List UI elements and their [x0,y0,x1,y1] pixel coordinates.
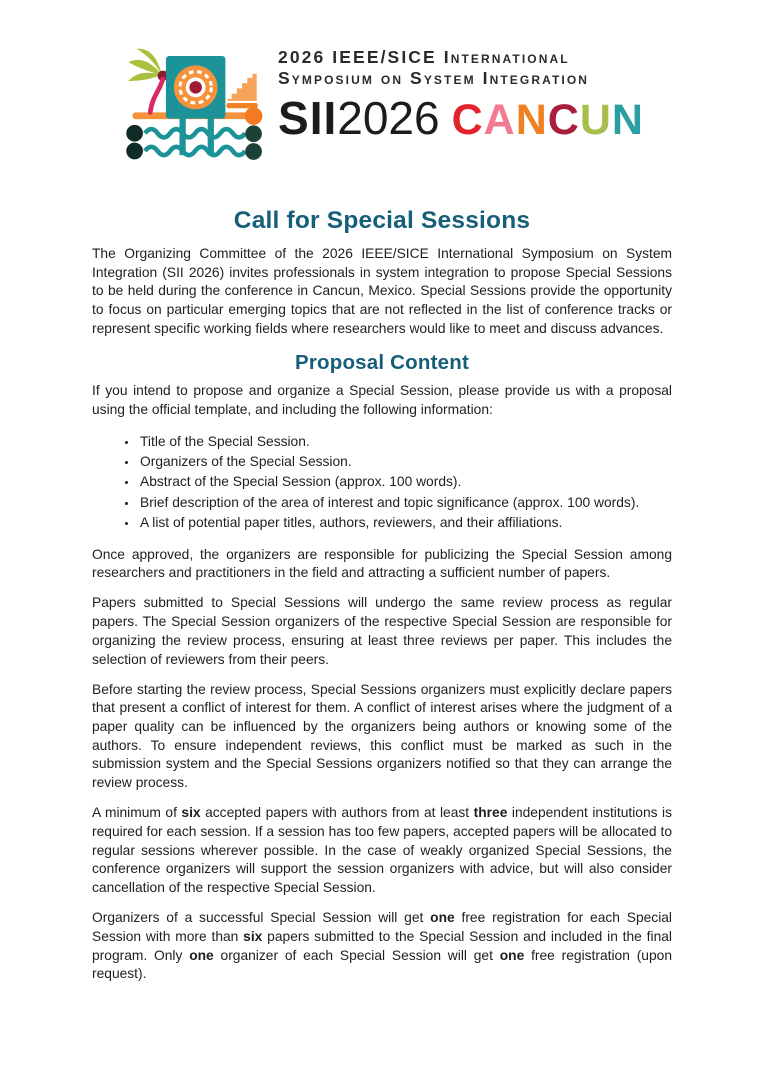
cancun-letter: U [579,95,612,144]
pyramid-icon [226,74,257,108]
conference-name-line2: Symposium on System Integration [278,68,590,89]
text-segment: free registration for each Special Session with more than [92,910,672,944]
sii2026-cancun-wordmark [278,91,644,145]
text-segment: A minimum of [92,805,182,821]
bold-six: six [181,805,201,821]
conference-wordmark [278,42,644,145]
list-item: • Brief description of the area of interest and topic significance (approx. 100 words). [138,494,672,513]
section-title-proposal-content: Proposal Content [294,351,470,375]
paragraph-review-process: Papers submitted to Special Sessions will undergo the same review process as regular papers. The Special Session organizers of the respective Special Session are responsible for organizing the review process, ensuring at least three reviews per paper. This includes the selection of reviewers from their peers. [92,595,672,667]
conference-name-line1: 2026 IEEE/SICE International [278,47,570,67]
paragraph-conflict-of-interest: Before starting the review process, Special Sessions organizers must explicitly declare papers that present a conflict of interest for them. A conflict of interest arises where the judgment of a paper quality can be influenced by the organizers being authors or knowing some of the authors. To ensure independent reviews, this conflict must be marked as such in the submission system and the Special Sessions organizers notified so that they can arrange the review process. [92,681,672,791]
cancun-letter: C [451,95,484,144]
page-title: Call for Special Sessions [233,207,531,234]
bold-six: six [243,928,263,944]
paragraph-free-registration [92,909,672,984]
cancun-logo-graphic [120,42,264,165]
paragraph-once-approved: Once approved, the organizers are responsible for publicizing the Special Session among researchers and practitioners in the field and attracting a sufficient number of papers. [92,546,672,581]
paragraph-intro: The Organizing Committee of the 2026 IEEE/SICE International Symposium on System Integration (SII 2026) invites professionals in system integration to propose Special Sessions to be held during the conference in Cancun, Mexico. Special Sessions provide the opportunity to focus on particular emerging topics that are not reflected in the list of conference tracks or represent specific working fields where researchers would like to meet and discuss advances. [92,246,672,336]
document-content [92,207,672,984]
list-item: • Organizers of the Special Session. [138,453,672,472]
text-segment: free registration (upon request). [92,947,672,982]
cancun-letter: C [547,95,580,144]
proposal-requirements-list [92,433,672,533]
bold-one: one [189,947,214,963]
list-item: • Abstract of the Special Session (approx. 100 words). [138,473,672,492]
text-segment: Organizers of a successful Special Session will get [92,910,431,926]
text-segment: papers submitted to the Special Session and included in the final program. Only [92,928,672,963]
text-segment: independent institutions is required for each session. If a session has too few papers, accepted papers will be allocated to regular sessions wherever possible. In the case of weakly organized Special Sessions, the conference organizers will support the session organizers with advice, but will also consider cancellation of the respective Special Session. [92,805,672,896]
conference-logo [0,0,764,165]
mayan-sun-icon [166,56,225,119]
bold-one: one [430,910,455,926]
paragraph-minimum-papers [92,804,672,897]
text-segment: accepted papers with authors from at least [200,805,474,821]
cancun-text [452,96,644,145]
bold-three: three [473,805,508,821]
sii-text: SII [278,91,338,144]
year-text: 2026 [337,91,440,144]
list-item: • Title of the Special Session. [138,433,672,452]
cancun-letter: N [515,95,548,144]
cancun-letter: A [483,95,516,144]
text-segment: organizer of each Special Session will get [213,947,500,963]
bold-one: one [499,947,525,963]
cancun-letter: N [611,95,644,144]
list-item: • A list of potential paper titles, authors, reviewers, and their affiliations. [138,514,672,533]
paragraph-proposal-intro: If you intend to propose and organize a Special Session, please provide us with a proposal using the official template, and including the following information: [92,383,672,418]
